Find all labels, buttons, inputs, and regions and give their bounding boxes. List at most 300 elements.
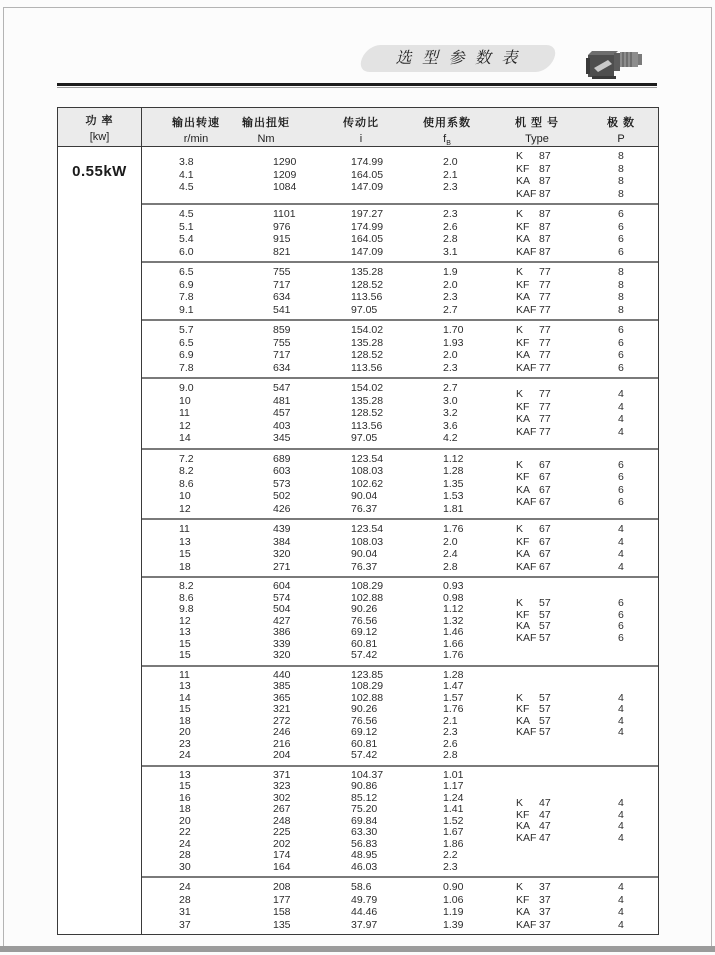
type-value: KF 77 <box>516 336 551 349</box>
factor-value: 1.12 <box>443 603 464 615</box>
speed-value: 24 <box>179 749 191 761</box>
factor-value: 4.2 <box>443 432 458 444</box>
torque-value: 1290 <box>273 156 297 169</box>
ratio-value: 69.12 <box>351 626 378 638</box>
poles-value: 4 <box>618 560 624 573</box>
speed-value: 8.2 <box>179 465 194 477</box>
ratio-value: 102.88 <box>351 591 384 604</box>
torque-value: 204 <box>273 749 291 761</box>
type-value: KAF 77 <box>516 361 551 374</box>
type-value: KF 47 <box>516 808 551 821</box>
type-column <box>516 208 618 258</box>
ratio-value-column <box>351 881 443 931</box>
ratio-value: 123.54 <box>351 452 384 465</box>
factor-value: 3.1 <box>443 245 458 258</box>
poles-value: 4 <box>618 906 624 918</box>
poles-column <box>618 266 658 316</box>
factor-value: 2.3 <box>443 361 458 374</box>
factor-value: 2.1 <box>443 714 458 727</box>
torque-value: 634 <box>273 291 291 303</box>
power-value: 0.55kW <box>72 163 127 180</box>
poles-value: 6 <box>618 208 624 220</box>
ratio-value: 46.03 <box>351 860 378 873</box>
poles-value: 4 <box>618 881 624 893</box>
type-value: KF 57 <box>516 608 551 621</box>
type-value: KAF 57 <box>516 726 551 738</box>
torque-value: 246 <box>273 726 291 738</box>
poles-value: 4 <box>618 726 624 738</box>
type-column <box>516 581 618 662</box>
speed-value: 4.5 <box>179 208 194 220</box>
ratio-value: 57.42 <box>351 749 378 761</box>
factor-value-column <box>443 382 516 445</box>
torque-value-column <box>273 150 351 200</box>
factor-value: 2.0 <box>443 349 458 361</box>
ratio-value: 90.04 <box>351 490 378 502</box>
type-value: KF 77 <box>516 400 551 413</box>
speed-value: 9.0 <box>179 382 194 394</box>
poles-value: 4 <box>618 703 624 715</box>
torque-value: 202 <box>273 837 291 850</box>
factor-value: 0.98 <box>443 591 464 604</box>
type-value: KAF 87 <box>516 187 551 200</box>
ratio-value: 135.28 <box>351 394 384 407</box>
torque-value: 384 <box>273 535 291 548</box>
speed-value: 37 <box>179 918 191 931</box>
speed-value: 8.2 <box>179 580 194 592</box>
speed-value: 13 <box>179 768 191 781</box>
factor-value: 1.47 <box>443 680 464 692</box>
type-column <box>516 881 618 931</box>
ratio-value: 90.86 <box>351 780 378 792</box>
ratio-value: 154.02 <box>351 324 384 336</box>
poles-value: 6 <box>618 324 624 336</box>
table-group <box>142 576 658 665</box>
speed-value: 8.6 <box>179 477 194 490</box>
ratio-value: 128.52 <box>351 278 384 291</box>
ratio-value: 90.04 <box>351 548 378 560</box>
col-header-torque: 输出扭矩 Nm <box>242 117 290 145</box>
type-value: K 57 <box>516 691 551 704</box>
speed-value: 6.0 <box>179 245 194 258</box>
speed-value: 15 <box>179 637 191 650</box>
speed-value-column <box>179 881 273 931</box>
speed-value: 6.5 <box>179 336 194 349</box>
ratio-value: 197.27 <box>351 208 384 220</box>
torque-value: 1101 <box>273 208 296 220</box>
torque-value: 371 <box>273 768 291 781</box>
torque-value: 302 <box>273 791 291 804</box>
speed-value: 18 <box>179 803 191 815</box>
table-group <box>142 765 658 877</box>
poles-value: 8 <box>618 175 624 187</box>
speed-value: 9.8 <box>179 603 194 615</box>
type-value: K 37 <box>516 881 551 893</box>
torque-value: 439 <box>273 523 291 535</box>
table-groups <box>142 147 658 934</box>
poles-value: 4 <box>618 413 624 426</box>
torque-value: 272 <box>273 714 291 727</box>
speed-value: 10 <box>179 394 191 407</box>
poles-value: 6 <box>618 483 624 496</box>
speed-value-column <box>179 208 273 258</box>
type-value: K 87 <box>516 150 551 162</box>
speed-value: 16 <box>179 791 191 804</box>
torque-value: 208 <box>273 881 291 893</box>
factor-value-column <box>443 266 516 316</box>
factor-value-column <box>443 881 516 931</box>
torque-value: 541 <box>273 303 291 316</box>
torque-value-column <box>273 208 351 258</box>
torque-value: 271 <box>273 560 291 573</box>
poles-value: 8 <box>618 187 624 200</box>
speed-value: 18 <box>179 560 191 573</box>
ratio-value: 76.56 <box>351 714 378 727</box>
ratio-value: 97.05 <box>351 303 378 316</box>
factor-value-column <box>443 523 516 573</box>
type-value: K 77 <box>516 266 551 278</box>
factor-value: 1.01 <box>443 768 464 781</box>
factor-value: 2.8 <box>443 749 458 761</box>
type-value: KAF 77 <box>516 303 551 316</box>
col-header-poles: 极 数 P <box>606 117 636 145</box>
factor-value: 2.6 <box>443 220 458 233</box>
ratio-value-column <box>351 770 443 874</box>
speed-value: 28 <box>179 849 191 861</box>
type-value: KF 77 <box>516 278 551 291</box>
speed-value: 23 <box>179 737 191 750</box>
factor-value-column <box>443 581 516 662</box>
poles-value: 8 <box>618 278 624 291</box>
speed-value: 14 <box>179 691 191 704</box>
speed-value: 6.9 <box>179 278 194 291</box>
ratio-value-column <box>351 523 443 573</box>
torque-value: 158 <box>273 906 291 918</box>
gearmotor-photo <box>584 42 648 84</box>
type-column <box>516 523 618 573</box>
table-group <box>142 876 658 934</box>
torque-value: 320 <box>273 649 291 661</box>
poles-column <box>618 324 658 374</box>
ratio-value: 147.09 <box>351 245 384 258</box>
speed-value: 13 <box>179 535 191 548</box>
factor-value-column <box>443 150 516 200</box>
ratio-value: 102.62 <box>351 477 384 490</box>
title-banner <box>357 45 560 72</box>
poles-value: 4 <box>618 714 624 727</box>
speed-value: 11 <box>179 668 190 681</box>
poles-column <box>618 150 658 200</box>
ratio-value: 76.56 <box>351 614 378 627</box>
type-column <box>516 770 618 874</box>
table-group <box>142 319 658 377</box>
torque-value: 426 <box>273 502 291 515</box>
factor-value: 3.2 <box>443 407 458 419</box>
ratio-value: 69.84 <box>351 814 378 827</box>
speed-value: 6.9 <box>179 349 194 361</box>
ratio-value: 164.05 <box>351 168 384 181</box>
type-value: KAF 47 <box>516 831 551 844</box>
torque-value: 481 <box>273 394 291 407</box>
factor-value: 2.7 <box>443 382 458 394</box>
torque-value: 502 <box>273 490 291 502</box>
torque-value: 574 <box>273 591 291 604</box>
speed-value-column <box>179 670 273 762</box>
ratio-value: 60.81 <box>351 637 378 650</box>
speed-value: 13 <box>179 626 191 638</box>
type-value: K 87 <box>516 208 551 220</box>
type-column <box>516 150 618 200</box>
torque-value-column <box>273 670 351 762</box>
torque-value: 717 <box>273 349 291 361</box>
col-header-speed: 输出转速 r/min <box>172 117 220 145</box>
factor-value: 1.86 <box>443 837 464 850</box>
ratio-value: 57.42 <box>351 649 378 661</box>
type-value: K 77 <box>516 388 551 401</box>
ratio-value: 48.95 <box>351 849 378 861</box>
poles-value: 4 <box>618 691 624 704</box>
speed-value: 28 <box>179 893 191 906</box>
speed-value: 20 <box>179 726 191 738</box>
table-group <box>142 448 658 519</box>
ratio-value: 75.20 <box>351 803 378 815</box>
type-value: KF 87 <box>516 162 551 175</box>
type-column <box>516 670 618 762</box>
speed-value: 10 <box>179 490 191 502</box>
factor-value: 1.81 <box>443 502 464 515</box>
poles-value: 6 <box>618 620 624 633</box>
ratio-value: 147.09 <box>351 181 384 194</box>
torque-value-column <box>273 523 351 573</box>
poles-value: 4 <box>618 535 624 548</box>
type-value: KF 67 <box>516 471 551 484</box>
factor-value: 1.28 <box>443 668 464 681</box>
speed-value-column <box>179 266 273 316</box>
poles-column <box>618 581 658 662</box>
ratio-value-column <box>351 453 443 516</box>
torque-value: 403 <box>273 419 291 432</box>
ratio-value: 108.29 <box>351 680 384 692</box>
type-value: KAF 57 <box>516 631 551 644</box>
ratio-value-column <box>351 150 443 200</box>
ratio-value-column <box>351 208 443 258</box>
poles-value: 4 <box>618 797 624 810</box>
type-value: K 57 <box>516 597 551 610</box>
torque-value: 345 <box>273 432 291 444</box>
torque-value: 386 <box>273 626 291 638</box>
poles-value: 6 <box>618 220 624 233</box>
speed-value: 20 <box>179 814 191 827</box>
factor-value: 2.7 <box>443 303 458 316</box>
factor-value: 2.3 <box>443 726 458 738</box>
type-value: KA 37 <box>516 906 551 918</box>
ratio-value: 108.03 <box>351 465 384 477</box>
ratio-value: 164.05 <box>351 233 384 245</box>
speed-value: 15 <box>179 780 191 792</box>
factor-value-column <box>443 770 516 874</box>
factor-value: 1.12 <box>443 452 464 465</box>
torque-value: 225 <box>273 826 291 838</box>
factor-value: 2.1 <box>443 168 458 181</box>
factor-value-column <box>443 670 516 762</box>
torque-value: 755 <box>273 336 291 349</box>
torque-value: 321 <box>273 703 291 715</box>
type-value: KF 37 <box>516 893 551 906</box>
torque-value-column <box>273 453 351 516</box>
ratio-value: 63.30 <box>351 826 378 838</box>
ratio-value: 90.26 <box>351 603 378 615</box>
ratio-value: 108.29 <box>351 580 384 592</box>
ratio-value: 76.37 <box>351 502 378 515</box>
factor-value: 1.19 <box>443 906 464 918</box>
type-value: KF 67 <box>516 535 551 548</box>
torque-value: 164 <box>273 860 291 873</box>
factor-value: 1.76 <box>443 523 464 535</box>
factor-value: 2.8 <box>443 560 458 573</box>
factor-value: 2.0 <box>443 278 458 291</box>
speed-value-column <box>179 453 273 516</box>
speed-value: 12 <box>179 502 191 515</box>
poles-value: 6 <box>618 608 624 621</box>
factor-value: 2.3 <box>443 291 458 303</box>
torque-value: 323 <box>273 780 291 792</box>
factor-value: 1.76 <box>443 649 464 661</box>
ratio-value: 128.52 <box>351 349 384 361</box>
speed-value: 9.1 <box>179 303 194 316</box>
factor-value: 2.3 <box>443 860 458 873</box>
torque-value: 1084 <box>273 181 297 194</box>
ratio-value: 174.99 <box>351 220 384 233</box>
speed-value: 7.8 <box>179 361 194 374</box>
factor-value: 1.9 <box>443 266 458 278</box>
table-header-row <box>142 108 658 147</box>
speed-value: 4.1 <box>179 168 194 181</box>
poles-value: 4 <box>618 400 624 413</box>
speed-value: 11 <box>179 407 190 419</box>
page-border-right <box>711 7 712 947</box>
ratio-value: 113.56 <box>351 291 383 303</box>
table-group <box>142 377 658 448</box>
ratio-value-column <box>351 670 443 762</box>
torque-value-column <box>273 382 351 445</box>
factor-value: 2.2 <box>443 849 458 861</box>
speed-value: 13 <box>179 680 191 692</box>
factor-value: 1.53 <box>443 490 464 502</box>
poles-value: 6 <box>618 458 624 471</box>
ratio-value: 60.81 <box>351 737 378 750</box>
torque-value: 320 <box>273 548 291 560</box>
factor-value: 3.6 <box>443 419 458 432</box>
poles-value: 8 <box>618 150 624 162</box>
col-header-ratio: 传动比 i <box>343 117 379 145</box>
page-footer-bar <box>0 946 715 952</box>
table-group <box>142 261 658 319</box>
ratio-value: 90.26 <box>351 703 378 715</box>
type-value: KA 77 <box>516 349 551 361</box>
poles-value: 6 <box>618 336 624 349</box>
ratio-value-column <box>351 382 443 445</box>
ratio-value: 69.12 <box>351 726 378 738</box>
torque-value-column <box>273 770 351 874</box>
speed-value-column <box>179 324 273 374</box>
torque-value: 976 <box>273 220 291 233</box>
type-value: KA 67 <box>516 548 551 560</box>
poles-value: 6 <box>618 597 624 610</box>
ratio-value: 113.56 <box>351 361 383 374</box>
poles-value: 8 <box>618 303 624 316</box>
type-value: KA 67 <box>516 483 551 496</box>
torque-value: 267 <box>273 803 291 815</box>
ratio-value-column <box>351 266 443 316</box>
factor-value-column <box>443 453 516 516</box>
speed-value: 18 <box>179 714 191 727</box>
speed-value-column <box>179 581 273 662</box>
ratio-value: 76.37 <box>351 560 378 573</box>
torque-value: 717 <box>273 278 291 291</box>
poles-value: 6 <box>618 361 624 374</box>
header-rule <box>57 83 657 88</box>
speed-value: 5.4 <box>179 233 194 245</box>
speed-value: 12 <box>179 614 191 627</box>
ratio-value: 97.05 <box>351 432 378 444</box>
ratio-value: 85.12 <box>351 791 378 804</box>
page-border-left <box>3 7 4 947</box>
factor-value: 1.41 <box>443 803 464 815</box>
factor-value-column <box>443 324 516 374</box>
ratio-value: 123.54 <box>351 523 384 535</box>
factor-value: 1.70 <box>443 324 464 336</box>
factor-value: 1.46 <box>443 626 464 638</box>
torque-value: 440 <box>273 668 291 681</box>
factor-value: 1.66 <box>443 637 464 650</box>
ratio-value: 49.79 <box>351 893 378 906</box>
ratio-value: 44.46 <box>351 906 378 918</box>
factor-value: 2.0 <box>443 156 458 169</box>
poles-value: 8 <box>618 162 624 175</box>
factor-value-column <box>443 208 516 258</box>
factor-value: 1.17 <box>443 780 464 792</box>
selection-table <box>57 107 659 935</box>
ratio-value: 128.52 <box>351 407 384 419</box>
poles-value: 6 <box>618 496 624 509</box>
poles-value: 8 <box>618 291 624 303</box>
torque-value: 859 <box>273 324 291 336</box>
poles-value: 4 <box>618 820 624 833</box>
poles-value: 8 <box>618 266 624 278</box>
torque-value: 915 <box>273 233 291 245</box>
factor-value: 1.35 <box>443 477 464 490</box>
type-value: K 67 <box>516 458 551 471</box>
torque-value: 755 <box>273 266 291 278</box>
type-value: KAF 67 <box>516 496 551 509</box>
torque-value: 174 <box>273 849 291 861</box>
type-value: KAF 37 <box>516 918 551 931</box>
speed-value: 11 <box>179 523 190 535</box>
col-header-type: 机 型 号 Type <box>514 117 560 145</box>
factor-value: 2.3 <box>443 208 458 220</box>
speed-value: 3.8 <box>179 156 194 169</box>
torque-value: 689 <box>273 452 291 465</box>
type-value: KA 57 <box>516 714 551 727</box>
speed-value: 22 <box>179 826 191 838</box>
ratio-value: 135.28 <box>351 266 384 278</box>
factor-value: 3.0 <box>443 394 458 407</box>
torque-value: 1209 <box>273 168 297 181</box>
type-value: KA 47 <box>516 820 551 833</box>
factor-value: 2.6 <box>443 737 458 750</box>
speed-value: 24 <box>179 881 191 893</box>
torque-value: 547 <box>273 382 291 394</box>
